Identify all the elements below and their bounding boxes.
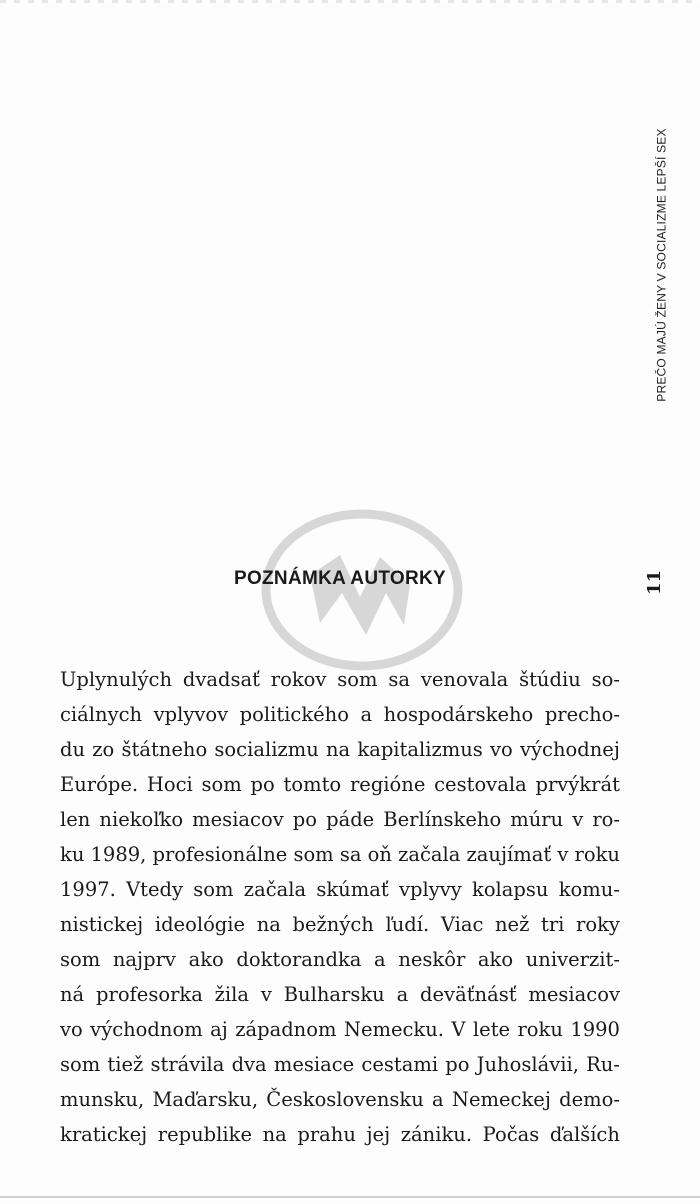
page-top-edge	[0, 0, 700, 3]
text-line: som tiež strávila dva mesiace cestami po Juhoslávii, Ru-	[60, 1053, 620, 1076]
body-paragraph	[60, 662, 620, 1152]
publisher-watermark-logo	[258, 505, 466, 675]
chapter-heading: POZNÁMKA AUTORKY	[233, 568, 447, 589]
text-line: munsku, Maďarsku, Československu a Nemeckej demo-	[60, 1088, 620, 1111]
running-head-text: PREČO MAJÚ ŽENY V SOCIALIZME LEPŠÍ SEX	[655, 127, 670, 402]
text-line: ciálnych vplyvov politického a hospodárskeho precho-	[60, 703, 620, 726]
text-line: nistickej ideológie na bežných ľudí. Viac než tri roky	[60, 913, 620, 936]
text-line: vo východnom aj západnom Nemecku. V lete roku 1990	[60, 1018, 620, 1041]
text-line: du zo štátneho socializmu na kapitalizmus vo východnej	[60, 738, 620, 761]
text-line: ná profesorka žila v Bulharsku a deväťnásť mesiacov	[60, 983, 620, 1006]
page-bottom-edge	[0, 1196, 700, 1198]
text-line: len niekoľko mesiacov po páde Berlínskeho múru v ro-	[60, 808, 620, 831]
page-number-text: 11	[644, 569, 666, 595]
text-line: 1997. Vtedy som začala skúmať vplyvy kolapsu komu-	[60, 878, 620, 901]
text-line: som najprv ako doktorandka a neskôr ako univerzit-	[60, 948, 620, 971]
text-line: ku 1989, profesionálne som sa oň začala zaujímať v roku	[60, 843, 620, 866]
text-line: Európe. Hoci som po tomto regióne cestovala prvýkrát	[60, 773, 620, 796]
text-line: Uplynulých dvadsať rokov som sa venovala štúdiu so-	[60, 668, 620, 691]
text-line: kratickej republike na prahu jej zániku. Počas ďalších	[60, 1123, 620, 1146]
running-head	[647, 112, 677, 417]
